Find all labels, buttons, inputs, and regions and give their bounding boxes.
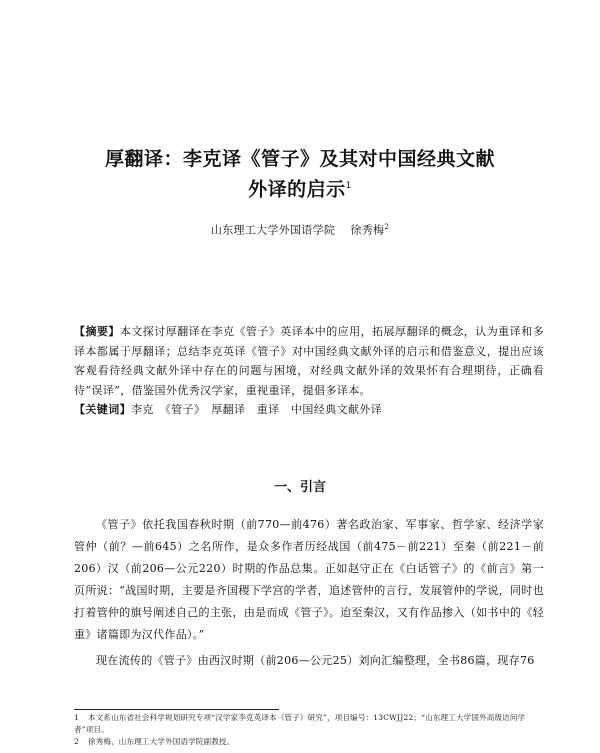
article-title-line-2-text: 外译的启示: [248, 178, 346, 201]
footnote-2-number: 2: [74, 737, 79, 746]
footnotes: [74, 712, 544, 748]
footnote-1-text: 本文系山东省社会科学规划研究专项“汉学家李克英译本《管子》研究”，项目编号：13CWJJ22；“山东理工大学国外高级访问学者”项目。: [74, 713, 526, 734]
author-footnote-marker: 2: [384, 223, 390, 231]
footnote-1: [74, 712, 544, 736]
section-heading-introduction: 一、引言: [273, 480, 326, 495]
body-paragraph-2: 现在流传的《管子》由西汉时期（前206—公元25）刘向汇编整理，全书86篇，现存76: [96, 654, 535, 667]
footnote-1-number: 1: [74, 713, 79, 722]
article-title-line-2: [0, 174, 600, 201]
body-text: [74, 514, 544, 672]
abstract-block: [74, 322, 544, 420]
keywords-paragraph: [74, 400, 544, 420]
abstract-paragraph: [74, 322, 544, 400]
keywords-label: 【关键词】: [74, 403, 131, 416]
author-affiliation: 山东理工大学外国语学院: [210, 223, 336, 237]
abstract-label: 【摘要】: [74, 325, 120, 338]
author-name: 徐秀梅: [350, 223, 385, 237]
title-footnote-marker: 1: [345, 181, 352, 191]
abstract-text: 本文探讨厚翻译在李克《管子》英译本中的应用，拓展厚翻译的概念，认为重译和多译本都属于厚翻译；总结李克英译《管子》对中国经典文献外译的启示和借鉴意义，提出应该客观看待经典文献外译中存在的问题与困境，对经典文献外译的效果怀有合理期待，正确看待“误译”，借鉴国外优秀汉学家，重视重译，提倡多译本。: [74, 325, 544, 397]
body-paragraph-1: 《管子》依托我国春秋时期（前770—前476）著名政治家、军事家、哲学家、经济学家管仲（前？—前645）之名所作，是众多作者历经战国（前475－前221）至秦（前221－前206）汉（前206—公元220）时期的作品总集。正如赵守正在《白话管子》的《前言》第一页所说：“战国时期，主要是齐国稷下学宫的学者，追述管仲的言行，发展管仲的学说，同时也打着管仲的旗号阐述自己的主张，由是而成《管子》。迨至秦汉，又有作品掺入（如书中的《轻重》诸篇即为汉代作品）。”: [74, 518, 544, 641]
keywords-text: 李克 《管子》 厚翻译 重译 中国经典文献外译: [131, 403, 383, 416]
footnote-divider: [74, 709, 279, 710]
footnote-2-text: 徐秀梅，山东理工大学外国语学院副教授。: [88, 737, 235, 746]
article-title-line-1: 厚翻译：李克译《管子》及其对中国经典文献: [104, 148, 495, 170]
author-affiliation-line: [0, 220, 600, 238]
footnote-2: [74, 736, 544, 748]
